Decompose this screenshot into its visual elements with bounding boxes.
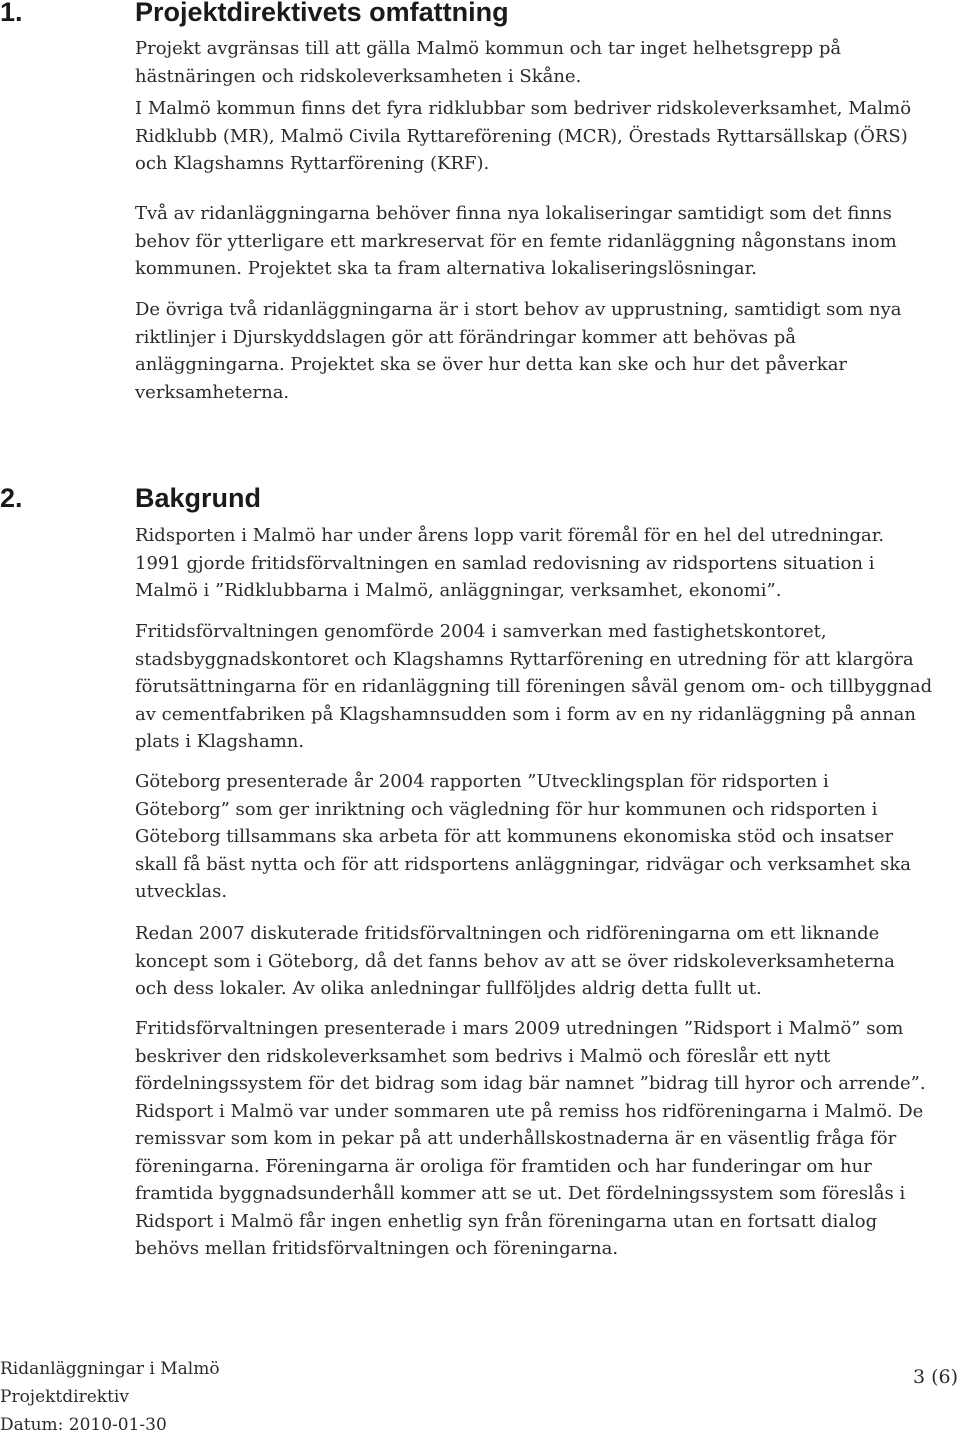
- paragraph-line: framtida byggnadsunderhåll kommer att se ut. Det fördelningssystem som föreslås i: [135, 1183, 906, 1204]
- paragraph-line: förutsättningarna för en ridanläggning till föreningen såväl genom om- och tillbyggnad: [135, 676, 933, 697]
- paragraph-line: anläggningarna. Projektet ska se över hur detta kan ske och hur det påverkar: [135, 354, 848, 375]
- paragraph-line: fördelningssystem för det bidrag som idag bär namnet ”bidrag till hyror och arrende”.: [135, 1073, 926, 1094]
- section-number: 2.: [0, 483, 23, 513]
- paragraph-line: Ridklubb (MR), Malmö Civila Ryttareförening (MCR), Örestads Ryttarsällskap (ÖRS): [135, 125, 908, 147]
- paragraph: [135, 95, 957, 178]
- paragraph-line: koncept som i Göteborg, då det fanns behov av att se över ridskoleverksamheterna: [135, 950, 895, 972]
- paragraph-line: stadsbyggnadskontoret och Klagshamns Ryttarförening en utredning för att klargöra: [135, 648, 914, 670]
- paragraph-line: Ridsporten i Malmö har under årens lopp varit föremål för en hel del utredningar.: [135, 525, 885, 546]
- footer-document-type: Projektdirektiv: [0, 1387, 129, 1407]
- paragraph: [135, 35, 957, 90]
- paragraph-line: Göteborg presenterade år 2004 rapporten ”Utvecklingsplan för ridsporten i: [135, 771, 829, 792]
- paragraph-line: Ridsport i Malmö får ingen enhetlig syn från föreningarna utan en fortsatt dialog: [135, 1210, 878, 1232]
- paragraph: [135, 920, 957, 1003]
- paragraph-line: Fritidsförvaltningen genomförde 2004 i samverkan med fastighetskontoret,: [135, 621, 827, 642]
- page-footer: [0, 1355, 960, 1439]
- paragraph: [135, 522, 957, 605]
- paragraph-line: I Malmö kommun finns det fyra ridklubbar som bedriver ridskoleverksamhet, Malmö: [135, 98, 912, 119]
- paragraph-line: plats i Klagshamn.: [135, 731, 305, 752]
- paragraph-line: Ridsport i Malmö var under sommaren ute på remiss hos ridföreningarna i Malmö. De: [135, 1100, 924, 1122]
- paragraph-line: Göteborg” som ger inriktning och vägledning för hur kommunen och ridsporten i: [135, 798, 878, 820]
- paragraph: [135, 296, 957, 406]
- paragraph-line: riktlinjer i Djurskyddslagen gör att förändringar kommer att behövas på: [135, 326, 797, 348]
- section-title: Bakgrund: [135, 483, 262, 513]
- paragraph-line: 1991 gjorde fritidsförvaltningen en samlad redovisning av ridsportens situation i: [135, 552, 875, 574]
- footer-date: Datum: 2010-01-30: [0, 1415, 167, 1435]
- paragraph-line: beskriver den ridskoleverksamhet som bedrivs i Malmö och föreslår ett nytt: [135, 1045, 831, 1067]
- page-number: 3 (6): [912, 1366, 958, 1388]
- paragraph: [135, 768, 957, 906]
- paragraph-line: Projekt avgränsas till att gälla Malmö kommun och tar inget helhetsgrepp på: [135, 38, 842, 59]
- paragraph-line: hästnäringen och ridskoleverksamheten i Skåne.: [135, 65, 582, 87]
- paragraph: [135, 200, 957, 283]
- paragraph-line: föreningarna. Föreningarna är oroliga för framtiden och har funderingar om hur: [135, 1155, 872, 1177]
- paragraph-line: Malmö i ”Ridklubbarna i Malmö, anläggningar, verksamhet, ekonomi”.: [135, 580, 782, 601]
- paragraph: [135, 1015, 957, 1263]
- paragraph-line: De övriga två ridanläggningarna är i stort behov av upprustning, samtidigt som nya: [135, 299, 902, 320]
- paragraph-line: Göteborg tillsammans ska arbeta för att kommunens ekonomiska stöd och insatser: [135, 826, 894, 847]
- section-title: Projektdirektivets omfattning: [135, 0, 509, 27]
- paragraph-line: Fritidsförvaltningen presenterade i mars 2009 utredningen ”Ridsport i Malmö” som: [135, 1018, 904, 1039]
- paragraph-line: och dess lokaler. Av olika anledningar fullföljdes aldrig detta fullt ut.: [135, 978, 762, 999]
- paragraph-line: behov för ytterligare ett markreservat för en femte ridanläggning någonstans inom: [135, 230, 897, 252]
- paragraph-line: verksamheterna.: [135, 381, 290, 403]
- paragraph-line: kommunen. Projektet ska ta fram alternativa lokaliseringslösningar.: [135, 258, 758, 279]
- paragraph-line: och Klagshamns Ryttarförening (KRF).: [135, 153, 490, 174]
- paragraph-line: skall få bäst nytta och för att ridsportens anläggningar, ridvägar och verksamhet ska: [135, 853, 912, 875]
- paragraph: [135, 618, 957, 756]
- paragraph-line: remissvar som kom in pekar på att underhållskostnaderna är en väsentlig fråga för: [135, 1128, 897, 1149]
- paragraph-line: av cementfabriken på Klagshamnsudden som i form av en ny ridanläggning på annan: [135, 703, 917, 725]
- section-number: 1.: [0, 0, 23, 27]
- paragraph-line: Två av ridanläggningarna behöver finna nya lokaliseringar samtidigt som det finns: [135, 203, 892, 224]
- paragraph-line: behövs mellan fritidsförvaltningen och föreningarna.: [135, 1238, 619, 1259]
- footer-document-title: Ridanläggningar i Malmö: [0, 1359, 220, 1379]
- paragraph-line: utvecklas.: [135, 881, 228, 902]
- paragraph-line: Redan 2007 diskuterade fritidsförvaltningen och ridföreningarna om ett liknande: [135, 923, 880, 944]
